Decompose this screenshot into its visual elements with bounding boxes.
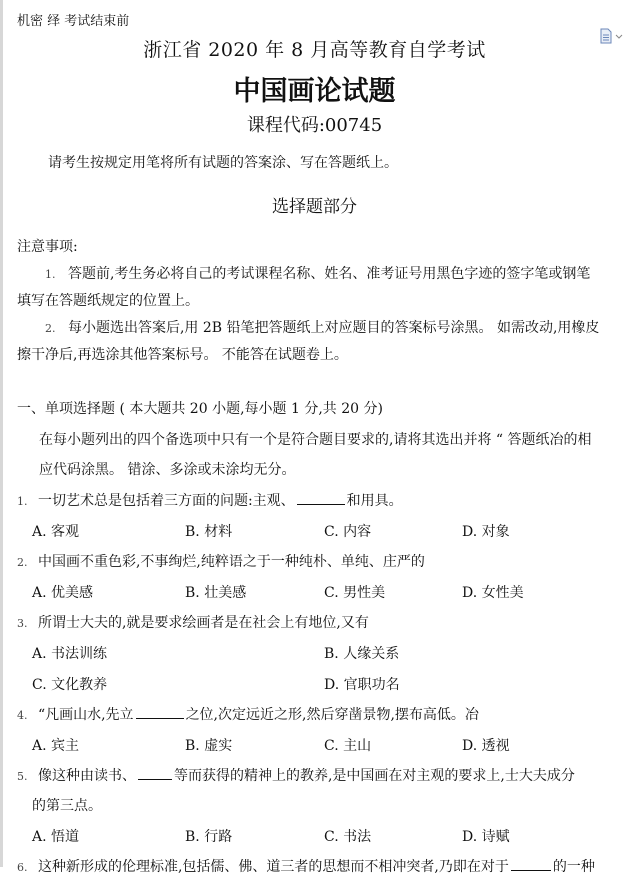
question-text: 所谓士大夫的,就是要求绘画者是在社会上有地位,又有 [37, 615, 369, 631]
note-2-continued: 擦干净后,再选涂其他答案标号。 不能答在试题卷上。 [17, 347, 348, 363]
course-code: 课程代码:00745 [246, 115, 383, 136]
answer-blank [511, 858, 551, 871]
part1-desc: 在每小题列出的四个备选项中只有一个是符合题目要求的,请将其选出并将 “ 答题纸冶的相 [39, 432, 592, 448]
question-number: 6. [17, 861, 28, 874]
option-d: D. 官职功名 [324, 677, 400, 693]
part1-desc-continued: 应代码涂黑。 错涂、多涂或未涂均无分。 [39, 462, 296, 478]
option-a: A. 宾主 [32, 738, 80, 754]
instruction-text: 请考生按规定用笔将所有试题的答案涂、写在答题纸上。 [48, 155, 398, 171]
option-c: C. 文化教养 [32, 677, 108, 693]
question-number: 2. [17, 556, 28, 569]
option-a: A. 客观 [32, 524, 80, 540]
question-text: “凡画山水,先立 [37, 707, 134, 723]
option-b: B. 行路 [185, 829, 233, 845]
part1-heading: 一、单项选择题 ( 本大题共 20 小题,每小题 1 分,共 20 分) [17, 401, 383, 417]
question-5-continued: 的第三点。 [32, 798, 102, 814]
question-text-end: 和用具。 [346, 493, 403, 509]
question-number: 1. [17, 495, 28, 508]
note-1 [45, 263, 590, 283]
note-2 [45, 317, 599, 337]
question-text: 中国画不重色彩,不事绚烂,纯粹语之于一种纯朴、单纯、庄严的 [37, 554, 425, 570]
question-text: 这种新形成的伦理标准,包括儒、佛、道三者的思想而不相冲突者,乃即在对于 [37, 859, 509, 875]
question-text-end: 等而获得的精神上的教养,是中国画在对主观的要求上,士大夫成分 [173, 768, 575, 784]
question-3 [17, 612, 369, 632]
answer-blank [297, 492, 345, 505]
question-text: 像这种由读书、 [37, 768, 136, 784]
question-6 [17, 856, 595, 876]
option-b: B. 人缘关系 [324, 646, 400, 662]
option-c: C. 主山 [324, 738, 372, 754]
option-b: B. 材料 [185, 524, 233, 540]
exam-header: 浙江省 2020 年 8 月高等教育自学考试 [143, 39, 486, 61]
option-c: C. 书法 [324, 829, 372, 845]
question-number: 4. [17, 709, 28, 722]
confidential-label: 机密 绎 考试结束前 [17, 14, 130, 29]
notice-label: 注意事项: [17, 239, 78, 255]
paper-title: 中国画论试题 [233, 76, 396, 107]
question-1 [17, 490, 403, 510]
note-number: 2. [45, 322, 56, 335]
note-1-continued: 填写在答题纸规定的位置上。 [17, 293, 199, 309]
option-a: A. 书法训练 [32, 646, 108, 662]
option-d: D. 对象 [462, 524, 510, 540]
question-5 [17, 765, 575, 785]
option-c: C. 内容 [324, 524, 372, 540]
option-d: D. 透视 [462, 738, 510, 754]
answer-blank [138, 767, 172, 780]
section-title: 选择题部分 [272, 197, 357, 217]
question-number: 3. [17, 617, 28, 630]
question-text-end: 的一种 [552, 859, 595, 875]
note-text: 每小题选出答案后,用 2B 铅笔把答题纸上对应题目的答案标号涂黑。 如需改动,用橡皮 [67, 320, 600, 336]
option-a: A. 悟道 [32, 829, 80, 845]
question-text: 一切艺术总是包括着三方面的问题:主观、 [37, 493, 295, 509]
option-d: D. 女性美 [462, 585, 524, 601]
question-number: 5. [17, 770, 28, 783]
option-a: A. 优美感 [32, 585, 94, 601]
answer-blank [136, 706, 184, 719]
option-b: B. 虚实 [185, 738, 233, 754]
question-text-end: 之位,次定远近之形,然后穿凿景物,摆布高低。冶 [185, 707, 479, 723]
question-2 [17, 551, 425, 571]
question-4 [17, 704, 479, 724]
option-b: B. 壮美感 [185, 585, 247, 601]
note-text: 答题前,考生务必将自己的考试课程名称、姓名、准考证号用黑色字迹的签字笔或钢笔 [67, 266, 591, 282]
option-d: D. 诗赋 [462, 829, 510, 845]
option-c: C. 男性美 [324, 585, 386, 601]
note-number: 1. [45, 268, 56, 281]
